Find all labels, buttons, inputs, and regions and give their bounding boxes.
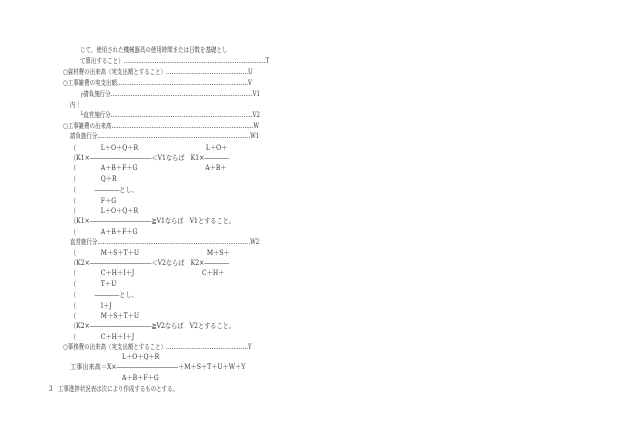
text-line-6: 内｜ [70,101,81,109]
text-line-26: （ M＋S＋T＋U [70,312,140,320]
text-line-11: （K1×――――――――――＜V1ならば K1×―――― [70,154,229,162]
text-line-16: （ L＋O＋Q＋R [70,207,139,215]
text-line-1: じて、使用された機械器具の使用時間または日数を基礎とし [80,46,228,54]
formula-numerator: L＋O＋Q＋R [122,353,160,361]
text-line-17: （K1×――――――――――≧V1ならば V1とすること。 [70,217,235,225]
text-line-5: ┌請負施行分……………………………………………………………………V1 [80,90,260,98]
text-line-10: （ L＋O＋Q＋R L＋O＋ [70,144,228,152]
text-line-3: ○資材費の出来高（実支出額とすること）………………………………………U [63,68,253,76]
text-line-28: （ C＋H＋I＋J [70,333,135,341]
text-line-24: （ ――――とし、 [70,291,138,299]
formula-denominator: A＋B＋F＋G [122,374,159,382]
text-line-9: 請負施行分…………………………………………………………………………W1 [70,132,260,140]
text-line-15: （ F＋G [70,197,117,205]
text-line-7: └直営施行分……………………………………………………………………V2 [80,111,260,119]
text-line-13: （ Q＋R [70,175,117,183]
text-line-22: （ C＋H＋I＋J C＋H＋ [70,269,225,277]
text-line-12: （ A＋B＋F＋G A＋B＋ [70,164,227,172]
text-line-19: 直営施行分…………………………………………………………………………W2 [70,238,260,246]
text-line-2: て算出すること）……………………………………………………………………T [80,57,270,65]
text-line-4: ○工事雑費の実支出額………………………………………………………………V [63,79,252,87]
text-line-33: 3 工事進捗状況表は次により作成するものとする。 [49,385,179,393]
text-line-27: （K2×――――――――――≧V2ならば V2とすること。 [70,322,235,330]
text-line-29: ○事務費の出来高（実支出額とすること）………………………………………Y [63,343,252,351]
formula-main: 工事出来高＝X×――――――――――＋M＋S＋T＋U＋W＋Y [70,363,246,371]
text-line-23: （ T＋U [70,280,117,288]
text-line-14: （ ――――とし、 [70,186,138,194]
text-line-8: ○工事雑費の出来高……………………………………………………………………W [63,122,260,130]
text-line-18: （ A＋B＋F＋G [70,228,138,236]
text-line-25: （ I＋J [70,302,112,310]
text-line-21: （K2×――――――――――＜V2ならば K2×―――― [70,259,229,267]
text-line-20: （ M＋S＋T＋U M＋S＋ [70,249,230,257]
